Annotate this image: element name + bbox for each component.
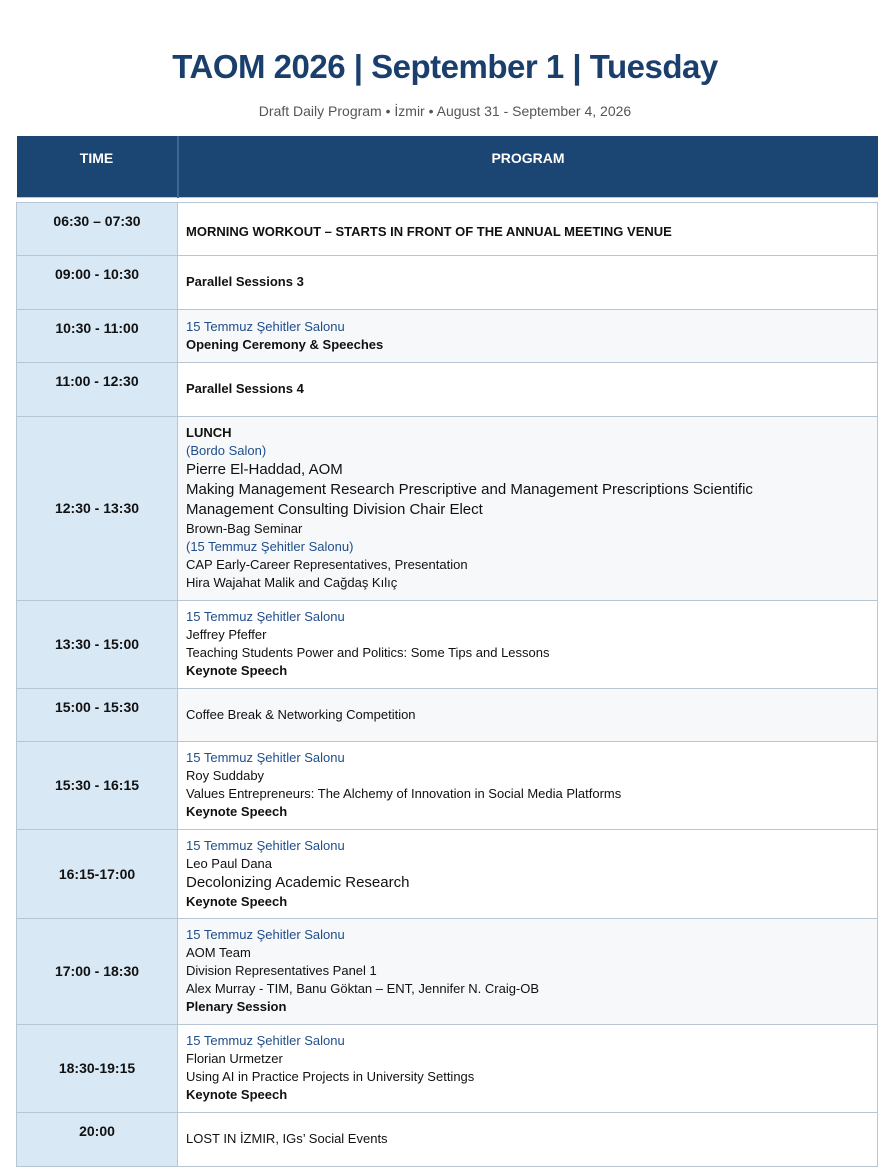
time-cell: 13:30 - 15:00 (17, 600, 178, 688)
time-cell: 20:00 (17, 1112, 178, 1166)
program-cell (178, 362, 878, 416)
location-line: 15 Temmuz Şehitler Salonu (186, 318, 345, 334)
program-cell (178, 829, 878, 918)
time-cell: 15:30 - 16:15 (17, 741, 178, 829)
table-row (17, 600, 878, 688)
program-line: LUNCH (186, 425, 232, 440)
program-line: Leo Paul Dana (186, 855, 273, 871)
program-cell (178, 202, 878, 255)
program-cell (178, 1112, 878, 1166)
page-title: TAOM 2026 | September 1 | Tuesday (172, 48, 718, 85)
program-cell (178, 741, 878, 829)
program-line: Plenary Session (186, 999, 287, 1014)
location-line: 15 Temmuz Şehitler Salonu (186, 750, 345, 765)
program-cell (178, 309, 878, 362)
program-line: Parallel Sessions 3 (186, 274, 304, 289)
program-cell (178, 416, 878, 600)
table-row (17, 1024, 878, 1112)
table-row (17, 309, 878, 362)
program-column-header: PROGRAM (178, 136, 878, 197)
location-line: (15 Temmuz Şehitler Salonu) (186, 539, 354, 554)
program-line: Roy Suddaby (186, 768, 265, 783)
program-line: Decolonizing Academic Research (186, 873, 410, 891)
program-line: Keynote Speech (186, 804, 288, 819)
program-cell (178, 255, 878, 309)
program-line: Opening Ceremony & Speeches (186, 336, 384, 352)
program-cell (178, 688, 878, 741)
table-row (17, 362, 878, 416)
location-line: 15 Temmuz Şehitler Salonu (186, 1033, 345, 1048)
table-row (17, 416, 878, 600)
time-cell: 12:30 - 13:30 (17, 416, 178, 600)
program-line: Alex Murray - TIM, Banu Göktan – ENT, Jennifer N. Craig-OB (186, 981, 540, 996)
table-row (17, 202, 878, 255)
program-line: Florian Urmetzer (186, 1051, 283, 1066)
time-cell: 15:00 - 15:30 (17, 688, 178, 741)
program-cell (178, 1024, 878, 1112)
table-row (17, 741, 878, 829)
program-table (16, 136, 878, 1167)
table-header-row (17, 136, 878, 197)
program-line: Values Entrepreneurs: The Alchemy of Innovation in Social Media Platforms (186, 786, 622, 801)
program-line: Using AI in Practice Projects in University Settings (186, 1069, 475, 1084)
program-line: Parallel Sessions 4 (186, 381, 304, 396)
program-line: Keynote Speech (186, 893, 288, 909)
program-line: Brown-Bag Seminar (186, 521, 303, 536)
time-cell: 18:30-19:15 (17, 1024, 178, 1112)
time-cell: 11:00 - 12:30 (17, 362, 178, 416)
time-cell: 09:00 - 10:30 (17, 255, 178, 309)
location-line: 15 Temmuz Şehitler Salonu (186, 927, 345, 942)
location-line: 15 Temmuz Şehitler Salonu (186, 609, 345, 624)
program-cell (178, 600, 878, 688)
location-line: 15 Temmuz Şehitler Salonu (186, 837, 345, 853)
program-line: LOST IN İZMIR, IGs’ Social Events (186, 1131, 388, 1146)
table-row (17, 688, 878, 741)
location-line: (Bordo Salon) (186, 443, 267, 458)
program-line: Jeffrey Pfeffer (186, 627, 267, 642)
page-subtitle: Draft Daily Program • İzmir • August 31 - September 4, 2026 (258, 103, 632, 119)
program-line: Pierre El-Haddad, AOM (186, 461, 343, 478)
table-row (17, 1112, 878, 1166)
program-line: Keynote Speech (186, 1087, 288, 1102)
time-cell: 16:15-17:00 (17, 829, 178, 918)
program-line: AOM Team (186, 945, 251, 960)
program-cell (178, 918, 878, 1024)
table-row (17, 918, 878, 1024)
program-line: Coffee Break & Networking Competition (186, 706, 416, 722)
time-cell: 17:00 - 18:30 (17, 918, 178, 1024)
time-cell: 10:30 - 11:00 (17, 309, 178, 362)
program-line: CAP Early-Career Representatives, Presentation (186, 557, 468, 572)
program-line: Teaching Students Power and Politics: Some Tips and Lessons (186, 645, 550, 660)
program-line: Keynote Speech (186, 663, 288, 678)
time-cell: 06:30 – 07:30 (17, 202, 178, 255)
program-line: Hira Wajahat Malik and Cağdaş Kılıç (186, 575, 398, 590)
program-line: Management Consulting Division Chair Elect (186, 501, 483, 518)
time-column-header: TIME (17, 136, 178, 197)
table-row (17, 829, 878, 918)
table-row (17, 255, 878, 309)
program-line: Making Management Research Prescriptive and Management Prescriptions Scientific (186, 481, 753, 498)
program-line: Division Representatives Panel 1 (186, 963, 377, 978)
program-line: MORNING WORKOUT – STARTS IN FRONT OF THE ANNUAL MEETING VENUE (186, 223, 672, 239)
